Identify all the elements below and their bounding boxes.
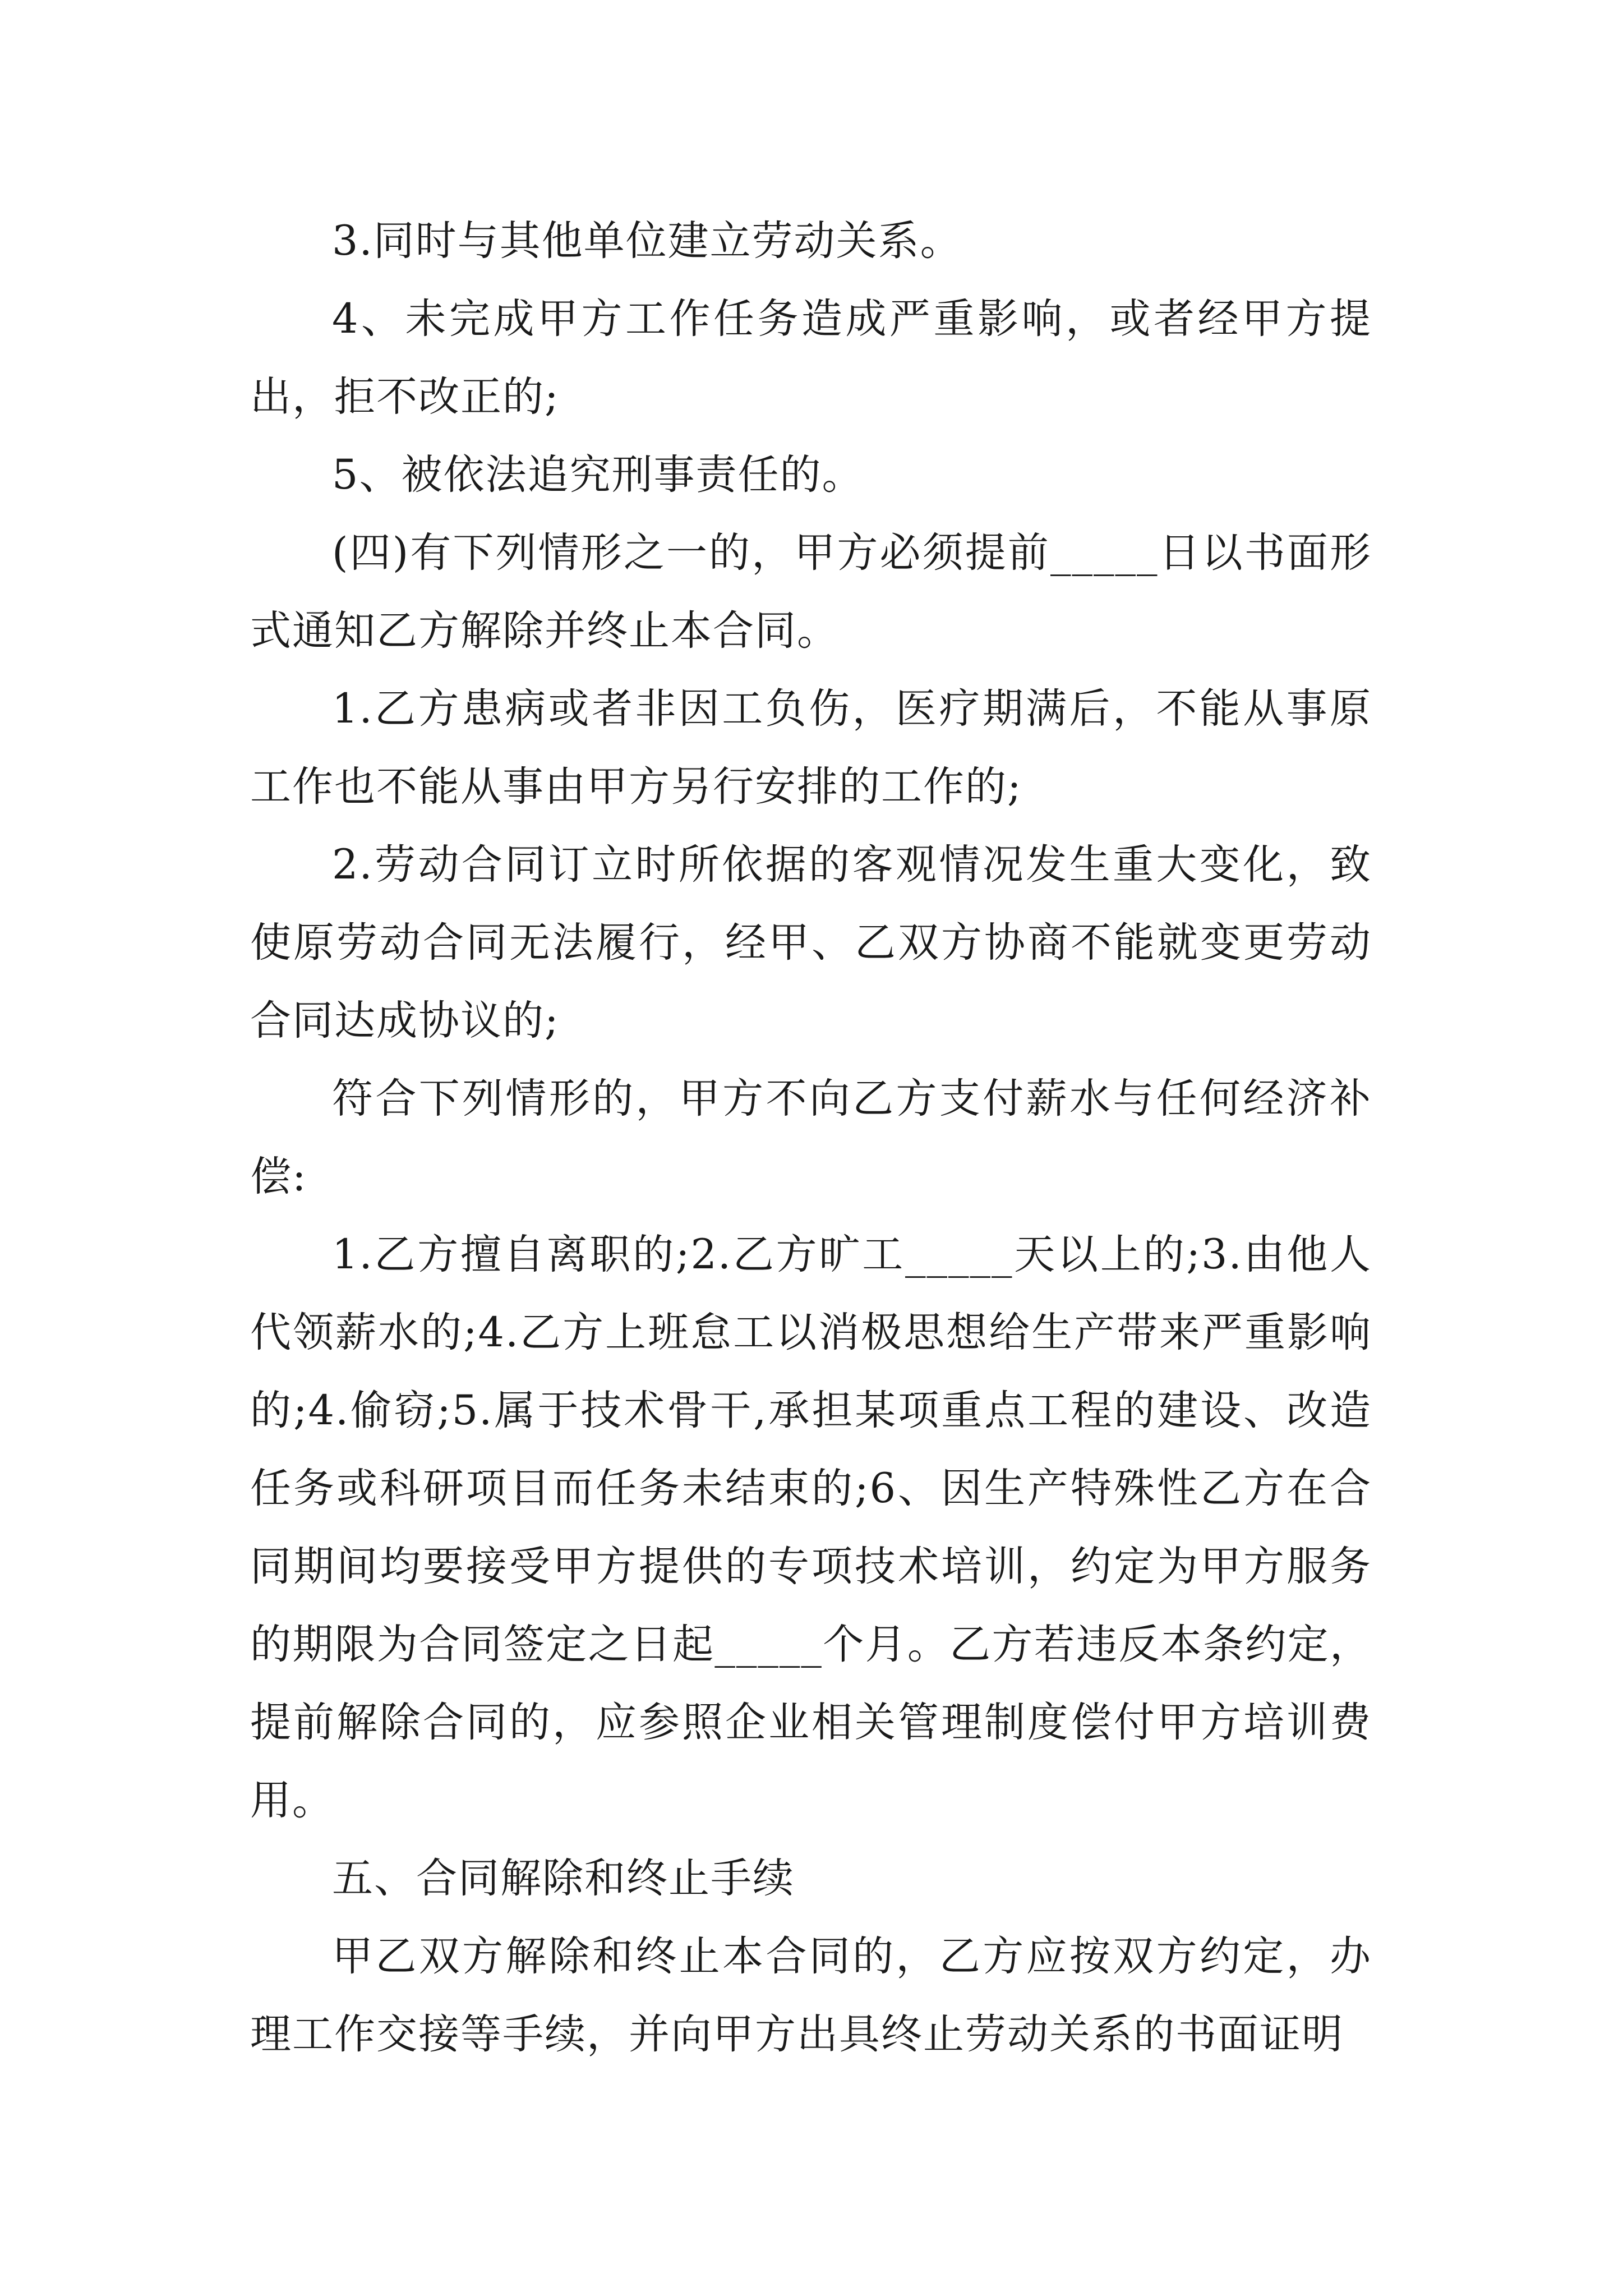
- section-heading-5: 五、合同解除和终止手续: [332, 1855, 795, 1902]
- paragraph-termination-procedure: 甲乙双方解除和终止本合同的，乙方应按双方约定，办理工作交接等手续，并向甲方出具终止劳动关系的书面证明: [250, 1932, 1372, 2058]
- paragraph-clause-4: 4、未完成甲方工作任务造成严重影响，或者经甲方提出，拒不改正的;: [250, 295, 1372, 421]
- paragraph-section-4: (四)有下列情形之一的，甲方必须提前_____日以书面形式通知乙方解除并终止本合同。: [250, 529, 1372, 655]
- paragraph-section-4-item-2: 2.劳动合同订立时所依据的客观情况发生重大变化，致使原劳动合同无法履行，经甲、乙双方协商不能就变更劳动合同达成协议的;: [250, 841, 1372, 1045]
- document-body: [250, 202, 1372, 2073]
- paragraph-no-compensation-items: 1.乙方擅自离职的;2.乙方旷工_____天以上的;3.由他人代领薪水的;4.乙方上班怠工以消极思想给生产带来严重影响的;4.偷窃;5.属于技术骨干,承担某项重点工程的建设、改造任务或科研项目而任务未结束的;6、因生产特殊性乙方在合同期间均要接受甲方提供的专项技术培训，约定为甲方服务的期限为合同签定之日起_____个月。乙方若违反本条约定，提前解除合同的，应参照企业相关管理制度偿付甲方培训费用。: [250, 1231, 1372, 1824]
- paragraph-no-compensation-intro: 符合下列情形的，甲方不向乙方支付薪水与任何经济补偿:: [250, 1075, 1372, 1200]
- paragraph-clause-3: 3.同时与其他单位建立劳动关系。: [332, 217, 962, 265]
- paragraph-clause-5: 5、被依法追究刑事责任的。: [332, 451, 864, 499]
- paragraph-section-4-item-1: 1.乙方患病或者非因工负伤，医疗期满后，不能从事原工作也不能从事由甲方另行安排的工作的;: [250, 685, 1372, 811]
